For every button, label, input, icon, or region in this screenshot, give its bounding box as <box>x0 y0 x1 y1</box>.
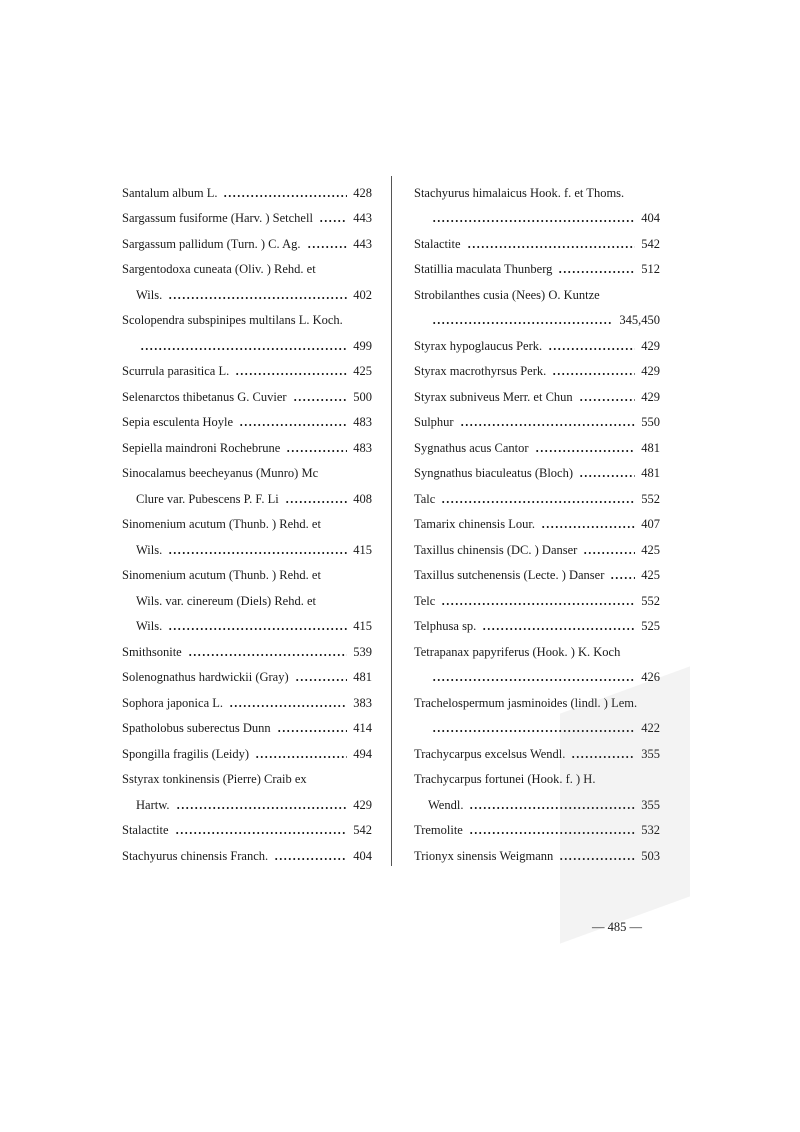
entry-page: 355 <box>641 746 660 761</box>
entry-name: Tremolite <box>414 823 463 837</box>
entry-name: Taxillus chinensis (DC. ) Danser <box>414 542 578 557</box>
page-number: — 485 — <box>592 920 642 934</box>
entry-page: 483 <box>353 415 372 429</box>
entry-page: 494 <box>353 746 372 761</box>
entry-page: 503 <box>641 848 660 863</box>
leader-dots <box>176 807 348 809</box>
entry-name: Wils. <box>136 542 163 557</box>
index-entry <box>414 200 660 226</box>
leader-dots <box>432 220 635 222</box>
leader-dots <box>432 322 613 324</box>
entry-page: 425 <box>641 568 660 582</box>
entry-page: 429 <box>641 338 660 353</box>
index-entry <box>414 480 660 506</box>
entry-page: 542 <box>641 236 660 251</box>
entry-name: Clure var. Pubescens P. F. Li <box>136 491 279 506</box>
index-entry <box>414 302 660 328</box>
index-entry <box>414 353 660 379</box>
leader-dots <box>168 297 347 299</box>
entry-page: 415 <box>353 619 372 633</box>
index-column-left <box>122 174 372 863</box>
index-entry <box>414 429 660 455</box>
entry-page: 407 <box>641 517 660 531</box>
entry-name: Sinomenium acutum (Thunb. ) Rehd. et <box>122 517 321 531</box>
index-entry <box>122 480 372 506</box>
leader-dots <box>274 858 347 860</box>
leader-dots <box>188 654 348 656</box>
entry-name: Trachycarpus excelsus Wendl. <box>414 746 566 761</box>
entry-name: Solenognathus hardwickii (Gray) <box>122 670 289 684</box>
entry-name: Telc <box>414 593 436 608</box>
index-entry <box>414 608 660 634</box>
index-entry <box>122 735 372 761</box>
index-entry <box>414 327 660 353</box>
index-entry <box>414 225 660 251</box>
entry-page: 426 <box>641 670 660 684</box>
leader-dots <box>579 475 635 477</box>
entry-name: Stachyurus chinensis Franch. <box>122 848 269 863</box>
entry-page: 383 <box>353 695 372 710</box>
entry-name: Smithsonite <box>122 644 182 659</box>
entry-page: 552 <box>641 491 660 506</box>
entry-name: Talc <box>414 491 436 506</box>
entry-page: 550 <box>641 415 660 429</box>
leader-dots <box>285 501 348 503</box>
leader-dots <box>482 628 635 630</box>
index-entry <box>414 582 660 608</box>
leader-dots <box>168 552 347 554</box>
entry-name: Strobilanthes cusia (Nees) O. Kuntze <box>414 287 600 302</box>
leader-dots <box>432 679 635 681</box>
entry-name: Sargassum pallidum (Turn. ) C. Ag. <box>122 236 301 251</box>
entry-name: Styrax subniveus Merr. et Chun <box>414 389 573 404</box>
leader-dots <box>223 195 347 197</box>
index-entry <box>122 761 372 787</box>
entry-name: Stachyurus himalaicus Hook. f. et Thoms. <box>414 185 625 200</box>
index-entry <box>122 557 372 583</box>
leader-dots <box>548 348 635 350</box>
leader-dots <box>535 450 636 452</box>
leader-dots <box>319 220 347 222</box>
entry-name: Scolopendra subspinipes multilans L. Koch. <box>122 313 343 327</box>
leader-dots <box>293 399 348 401</box>
leader-dots <box>239 424 347 426</box>
entry-page: 404 <box>353 848 372 863</box>
index-entry <box>122 710 372 736</box>
index-entry <box>414 378 660 404</box>
entry-page: 422 <box>641 721 660 735</box>
index-entry <box>122 276 372 302</box>
leader-dots <box>140 348 347 350</box>
leader-dots <box>168 628 347 630</box>
entry-name: Taxillus sutchenensis (Lecte. ) Danser <box>414 568 605 582</box>
index-entry <box>414 557 660 583</box>
index-entry <box>122 327 372 353</box>
entry-page: 429 <box>353 797 372 812</box>
entry-page: 512 <box>641 262 660 276</box>
entry-name: Hartw. <box>136 797 170 812</box>
leader-dots <box>441 501 635 503</box>
index-entry <box>122 302 372 328</box>
entry-name: Sinocalamus beecheyanus (Munro) Mc <box>122 466 319 480</box>
entry-name: Stalactite <box>122 823 169 837</box>
leader-dots <box>558 271 635 273</box>
index-entry <box>414 633 660 659</box>
entry-name: Wils. <box>136 619 163 633</box>
index-entry <box>414 251 660 277</box>
index-entry <box>122 608 372 634</box>
index-entry <box>122 531 372 557</box>
entry-name: Selenarctos thibetanus G. Cuvier <box>122 389 287 404</box>
index-entry <box>122 225 372 251</box>
leader-dots <box>307 246 348 248</box>
column-divider <box>391 176 392 866</box>
entry-name: Spongilla fragilis (Leidy) <box>122 746 250 761</box>
entry-page: 415 <box>353 542 372 557</box>
leader-dots <box>583 552 635 554</box>
entry-name: Styrax macrothyrsus Perk. <box>414 364 547 378</box>
entry-name: Sepiella maindroni Rochebrune <box>122 440 281 455</box>
entry-page: 443 <box>353 236 372 251</box>
entry-name: Wils. <box>136 287 163 302</box>
entry-page: 408 <box>353 491 372 506</box>
leader-dots <box>610 577 635 579</box>
entry-page: 428 <box>353 185 372 200</box>
entry-page: 481 <box>641 440 660 455</box>
index-entry <box>414 506 660 532</box>
entry-name: Styrax hypoglaucus Perk. <box>414 338 543 353</box>
leader-dots <box>467 246 636 248</box>
entry-page: 525 <box>641 619 660 633</box>
leader-dots <box>255 756 347 758</box>
index-entry <box>122 506 372 532</box>
index-entry <box>122 174 372 200</box>
entry-page: 532 <box>641 823 660 837</box>
index-entry <box>122 633 372 659</box>
watermark-stamp <box>560 666 690 943</box>
entry-name: Stalactite <box>414 236 461 251</box>
entry-name: Tetrapanax papyriferus (Hook. ) K. Koch <box>414 644 621 659</box>
index-entry <box>122 684 372 710</box>
entry-name: Santalum album L. <box>122 185 218 200</box>
entry-page: 481 <box>641 466 660 480</box>
entry-name: Telphusa sp. <box>414 619 477 633</box>
index-entry <box>122 251 372 277</box>
leader-dots <box>235 373 347 375</box>
entry-page: 552 <box>641 593 660 608</box>
entry-name: Sargassum fusiforme (Harv. ) Setchell <box>122 211 313 225</box>
index-entry <box>122 786 372 812</box>
leader-dots <box>175 832 348 834</box>
entry-name: Sophora japonica L. <box>122 695 224 710</box>
entry-page: 429 <box>641 364 660 378</box>
index-entry <box>414 174 660 200</box>
index-entry <box>122 659 372 685</box>
entry-name: Wils. var. cinereum (Diels) Rehd. et <box>136 593 316 608</box>
entry-name: Trionyx sinensis Weigmann <box>414 848 554 863</box>
entry-page: 539 <box>353 644 372 659</box>
index-entry <box>414 276 660 302</box>
index-entry <box>414 659 660 685</box>
index-entry <box>122 353 372 379</box>
entry-page: 500 <box>353 389 372 404</box>
entry-name: Trachelospermum jasminoides (lindl. ) Lem. <box>414 695 638 710</box>
entry-name: Sulphur <box>414 415 454 429</box>
entry-page: 443 <box>353 211 372 225</box>
leader-dots <box>541 526 635 528</box>
entry-name: Sinomenium acutum (Thunb. ) Rehd. et <box>122 568 321 582</box>
index-entry <box>122 582 372 608</box>
entry-page: 402 <box>353 287 372 302</box>
leader-dots <box>277 730 348 732</box>
entry-page: 404 <box>641 211 660 225</box>
entry-name: Syngnathus biaculeatus (Bloch) <box>414 466 573 480</box>
entry-name: Sepia esculenta Hoyle <box>122 415 234 429</box>
index-entry <box>122 455 372 481</box>
entry-name: Sygnathus acus Cantor <box>414 440 529 455</box>
entry-name: Tamarix chinensis Lour. <box>414 517 535 531</box>
leader-dots <box>441 603 635 605</box>
entry-page: 429 <box>641 389 660 404</box>
index-entry <box>122 812 372 838</box>
entry-page: 425 <box>353 364 372 378</box>
index-entry <box>122 378 372 404</box>
index-entry <box>122 200 372 226</box>
index-entry <box>122 404 372 430</box>
entry-page: 414 <box>353 721 372 735</box>
entry-name: Sstyrax tonkinensis (Pierre) Craib ex <box>122 772 307 786</box>
leader-dots <box>295 679 348 681</box>
entry-page: 355 <box>641 797 660 812</box>
index-entry <box>122 429 372 455</box>
index-entry <box>414 531 660 557</box>
entry-name: Sargentodoxa cuneata (Oliv. ) Rehd. et <box>122 262 316 276</box>
entry-page: 425 <box>641 542 660 557</box>
leader-dots <box>579 399 636 401</box>
entry-page: 483 <box>353 440 372 455</box>
entry-name: Spatholobus suberectus Dunn <box>122 721 271 735</box>
entry-name: Wendl. <box>428 797 464 812</box>
index-entry <box>414 455 660 481</box>
leader-dots <box>286 450 347 452</box>
entry-name: Statillia maculata Thunberg <box>414 262 553 276</box>
entry-page: 542 <box>353 823 372 837</box>
entry-page: 499 <box>353 338 372 353</box>
leader-dots <box>552 373 635 375</box>
entry-name: Trachycarpus fortunei (Hook. f. ) H. <box>414 772 596 786</box>
leader-dots <box>460 424 636 426</box>
entry-name: Scurrula parasitica L. <box>122 364 230 378</box>
leader-dots <box>229 705 347 707</box>
index-entry <box>122 837 372 863</box>
entry-page: 345,450 <box>619 313 660 327</box>
index-entry <box>414 404 660 430</box>
entry-page: 481 <box>353 670 372 684</box>
